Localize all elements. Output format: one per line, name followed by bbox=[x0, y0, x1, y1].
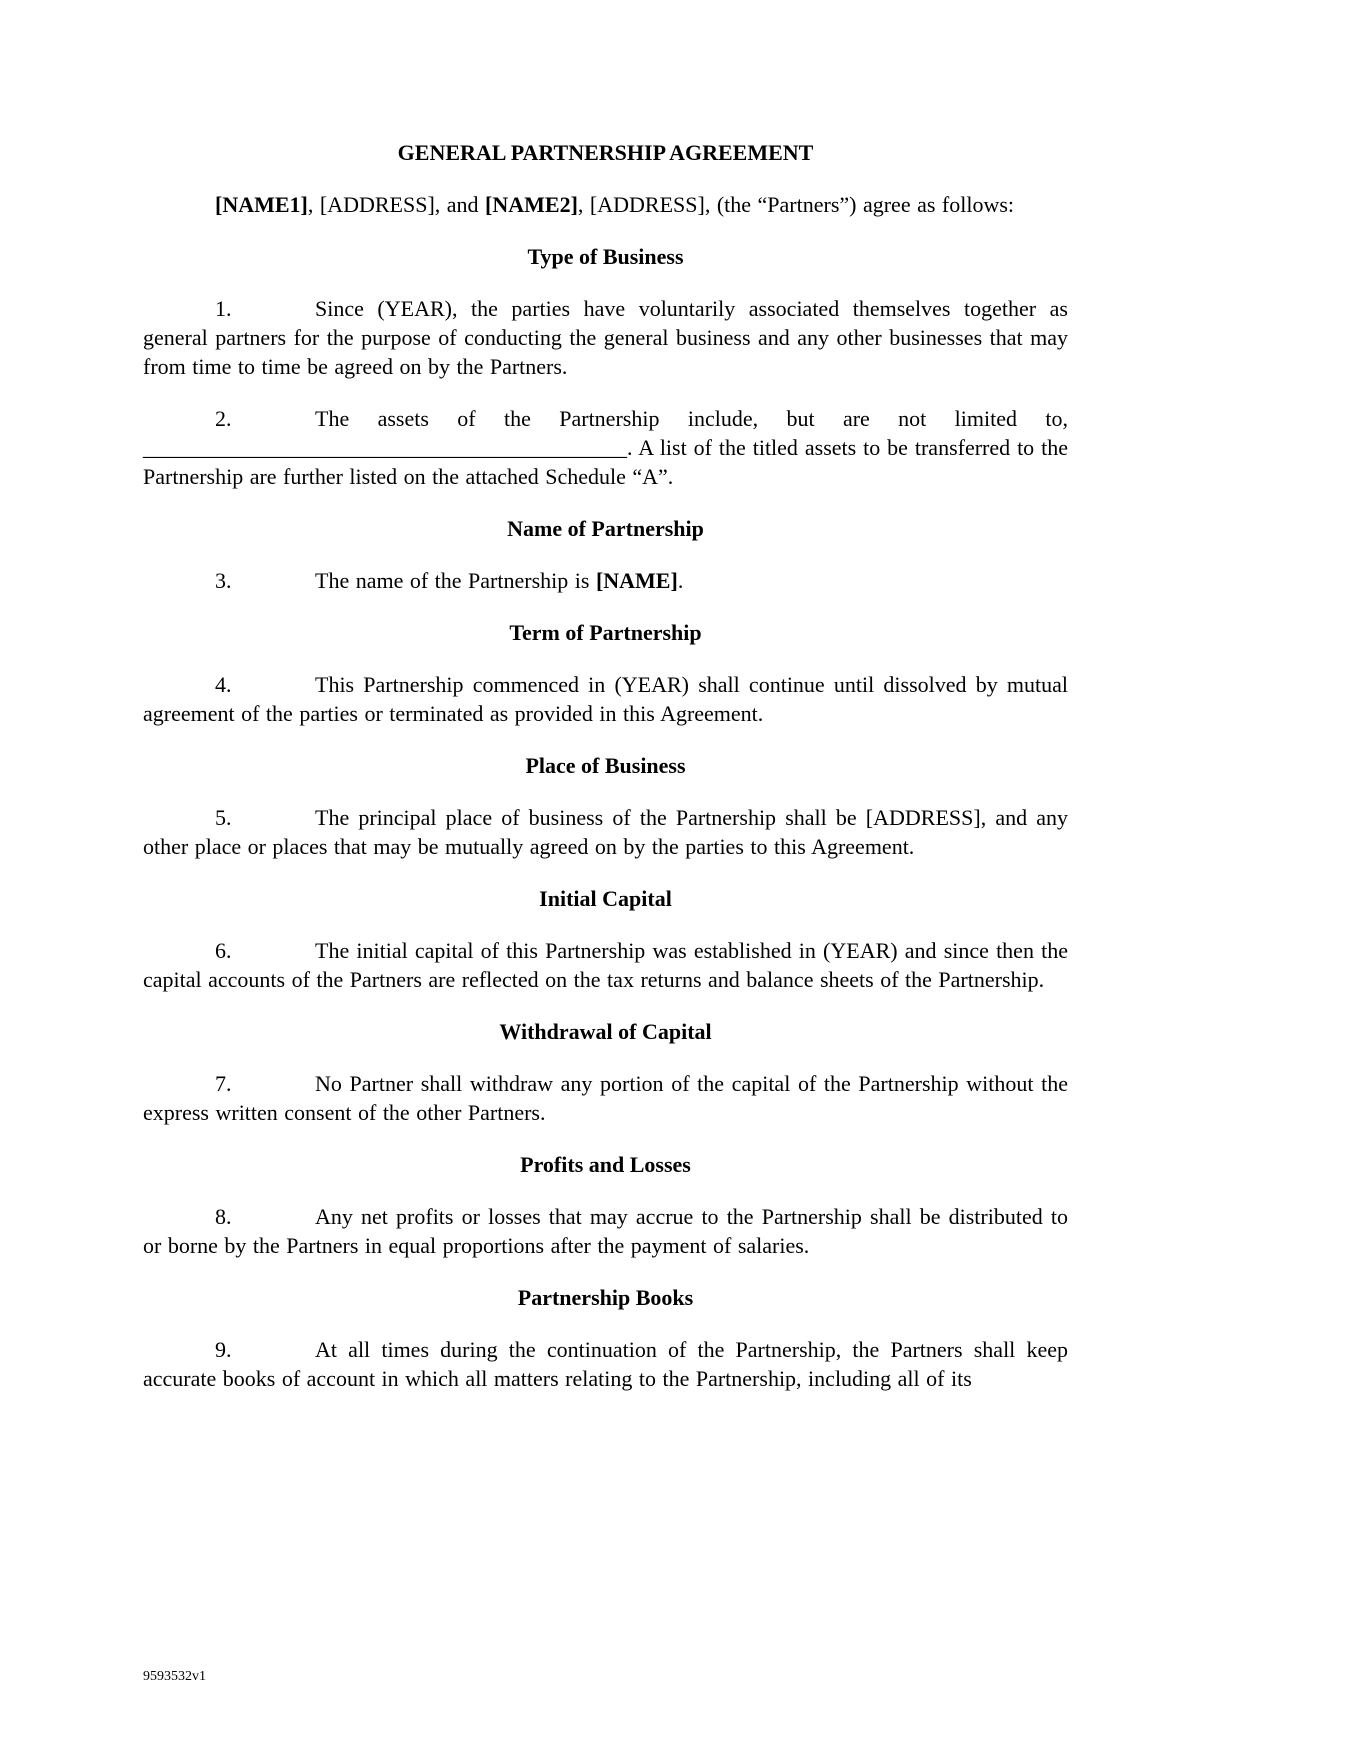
document-paragraph bbox=[143, 190, 1068, 219]
document-paragraph bbox=[143, 294, 1068, 381]
document-paragraph bbox=[143, 566, 1068, 595]
document-id-footer: 9593532v1 bbox=[143, 1669, 206, 1684]
placeholder-field: [NAME] bbox=[595, 568, 678, 593]
document-title: GENERAL PARTNERSHIP AGREEMENT bbox=[397, 140, 814, 165]
section-heading: Withdrawal of Capital bbox=[499, 1019, 712, 1044]
paragraph-number: 6. bbox=[215, 938, 232, 963]
document-paragraph bbox=[143, 1335, 1068, 1393]
paragraph-number: 7. bbox=[215, 1071, 232, 1096]
paragraph-number: 2. bbox=[215, 406, 232, 431]
section-heading: Partnership Books bbox=[517, 1285, 694, 1310]
paragraph-number: 5. bbox=[215, 805, 232, 830]
paragraph-text: Since (YEAR), the parties have voluntarily associated themselves together as general partners for the purpose of conducting the general business and any other businesses that may from time to time be agreed on by the Partners. bbox=[143, 296, 1068, 379]
document-paragraph bbox=[143, 803, 1068, 861]
document-paragraph bbox=[143, 1069, 1068, 1127]
document-body bbox=[143, 190, 1068, 1393]
section-heading: Place of Business bbox=[525, 753, 686, 778]
document-paragraph bbox=[143, 936, 1068, 994]
paragraph-text: At all times during the continuation of the Partnership, the Partners shall keep accurate books of account in which all matters relating to the Partnership, including all of its bbox=[143, 1337, 1068, 1391]
placeholder-field: [NAME2] bbox=[485, 192, 578, 217]
document-paragraph bbox=[143, 670, 1068, 728]
paragraph-text: The assets of the Partnership include, but are not limited to, ____________________________________________. A list of the titled assets to be transferred to the Partnership are further listed on the attached Schedule “A”. bbox=[143, 406, 1068, 489]
paragraph-text: , [ADDRESS], and bbox=[307, 192, 486, 217]
paragraph-text: , [ADDRESS], (the “Partners”) agree as follows: bbox=[577, 192, 1015, 217]
section-heading: Profits and Losses bbox=[520, 1152, 691, 1177]
paragraph-number: 8. bbox=[215, 1204, 232, 1229]
paragraph-text: Any net profits or losses that may accrue to the Partnership shall be distributed to or borne by the Partners in equal proportions after the payment of salaries. bbox=[143, 1204, 1068, 1258]
section-heading: Initial Capital bbox=[539, 886, 672, 911]
paragraph-number: 9. bbox=[215, 1337, 232, 1362]
section-heading: Term of Partnership bbox=[509, 620, 702, 645]
section-heading: Name of Partnership bbox=[507, 516, 704, 541]
paragraph-text: The principal place of business of the Partnership shall be [ADDRESS], and any other place or places that may be mutually agreed on by the parties to this Agreement. bbox=[143, 805, 1068, 859]
paragraph-number: 4. bbox=[215, 672, 232, 697]
paragraph-number: 3. bbox=[215, 568, 232, 593]
paragraph-text: This Partnership commenced in (YEAR) shall continue until dissolved by mutual agreement of the parties or terminated as provided in this Agreement. bbox=[143, 672, 1068, 726]
paragraph-text: The initial capital of this Partnership was established in (YEAR) and since then the capital accounts of the Partners are reflected on the tax returns and balance sheets of the Partnership. bbox=[143, 938, 1068, 992]
paragraph-text: . bbox=[677, 568, 684, 593]
placeholder-field: [NAME1] bbox=[215, 192, 308, 217]
paragraph-text: The name of the Partnership is bbox=[315, 568, 596, 593]
paragraph-number: 1. bbox=[215, 296, 232, 321]
document-paragraph bbox=[143, 404, 1068, 491]
section-heading: Type of Business bbox=[527, 244, 684, 269]
document-paragraph bbox=[143, 1202, 1068, 1260]
document-content bbox=[143, 138, 1068, 1393]
paragraph-text: No Partner shall withdraw any portion of the capital of the Partnership without the express written consent of the other Partners. bbox=[143, 1071, 1068, 1125]
